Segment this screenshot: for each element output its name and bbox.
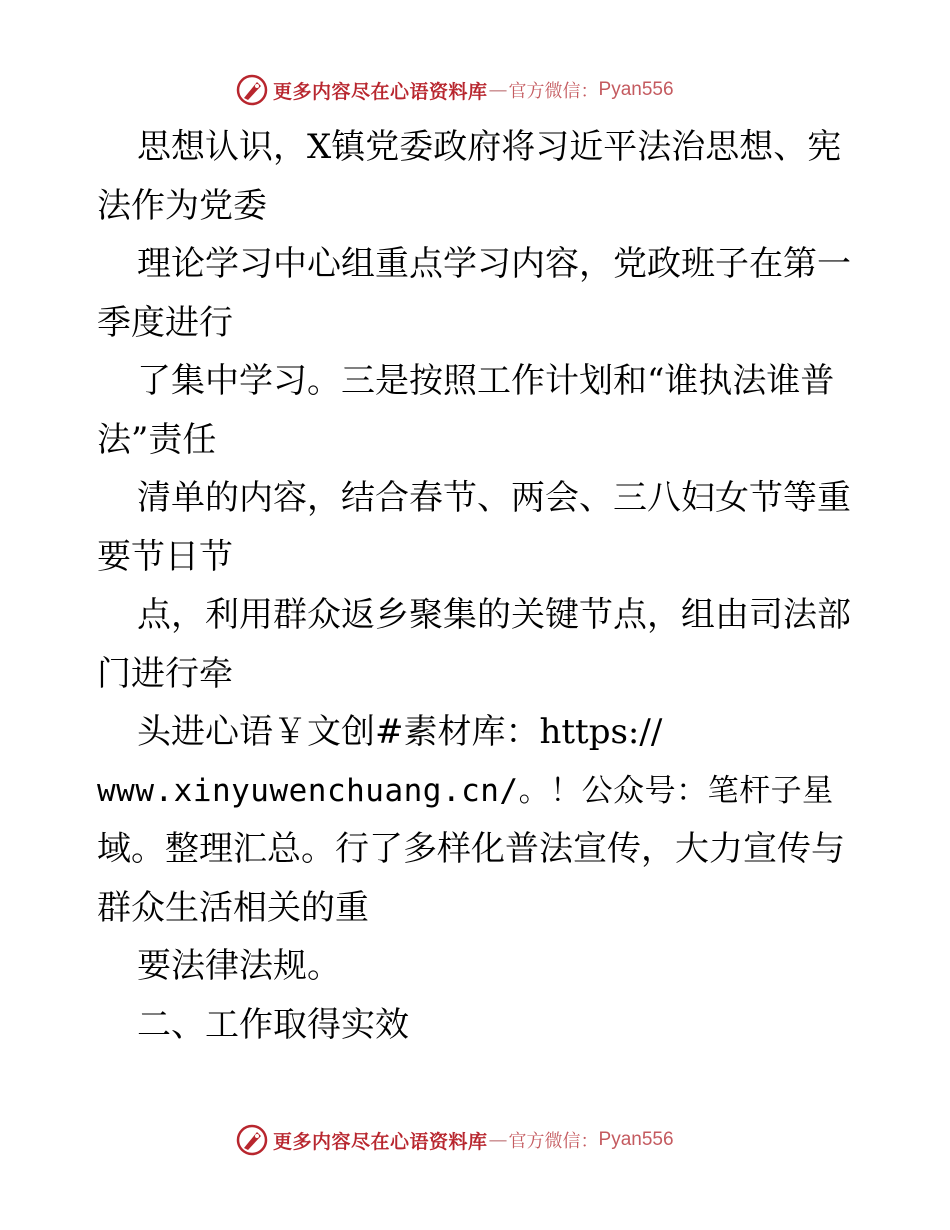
footer-wechat-label: 官方微信： bbox=[508, 1131, 599, 1152]
footer-banner bbox=[235, 1122, 715, 1158]
body-line: 要节日节 bbox=[97, 536, 233, 577]
body-line: 清单的内容，结合春节、两会、三八妇女节等重 bbox=[137, 478, 851, 518]
pen-nib-circle-icon bbox=[235, 73, 269, 107]
body-line: 要法律法规。 bbox=[137, 946, 341, 986]
body-line: 理论学习中心组重点学习内容，党政班子在第一 bbox=[137, 244, 851, 284]
header-banner-text: 更多内容尽在心语资料库 bbox=[273, 80, 488, 103]
footer-banner-text: 更多内容尽在心语资料库 bbox=[273, 1130, 488, 1153]
body-line: 群众生活相关的重 bbox=[97, 887, 369, 928]
header-wechat-id: Pyan556 bbox=[598, 79, 674, 100]
body-line: 法作为党委 bbox=[97, 185, 267, 226]
document-body bbox=[97, 118, 857, 1054]
body-line: 了集中学习。三是按照工作计划和“谁执法谁普 bbox=[137, 361, 835, 401]
header-banner bbox=[235, 72, 715, 108]
body-line: 头进心语￥文创#素材库：https:// bbox=[137, 712, 663, 752]
header-separator: — bbox=[488, 79, 508, 101]
section-heading: 二、工作取得实效 bbox=[137, 1004, 409, 1045]
body-line: 季度进行 bbox=[97, 302, 233, 343]
footer-wechat-id: Pyan556 bbox=[598, 1129, 674, 1150]
body-line-url: www.xinyuwenchuang.cn/。！公众号：笔杆子星 bbox=[97, 772, 834, 809]
body-line: 门进行牵 bbox=[97, 653, 233, 694]
body-line: 思想认识，X镇党委政府将习近平法治思想、宪 bbox=[137, 127, 842, 167]
body-line: 法”责任 bbox=[97, 419, 217, 460]
body-line: 点，利用群众返乡聚集的关键节点，组由司法部 bbox=[137, 595, 851, 635]
body-line: 域。整理汇总。行了多样化普法宣传，大力宣传与 bbox=[97, 829, 845, 869]
header-wechat-label: 官方微信： bbox=[508, 81, 599, 102]
footer-separator: — bbox=[488, 1129, 508, 1151]
pen-nib-circle-icon bbox=[235, 1123, 269, 1157]
